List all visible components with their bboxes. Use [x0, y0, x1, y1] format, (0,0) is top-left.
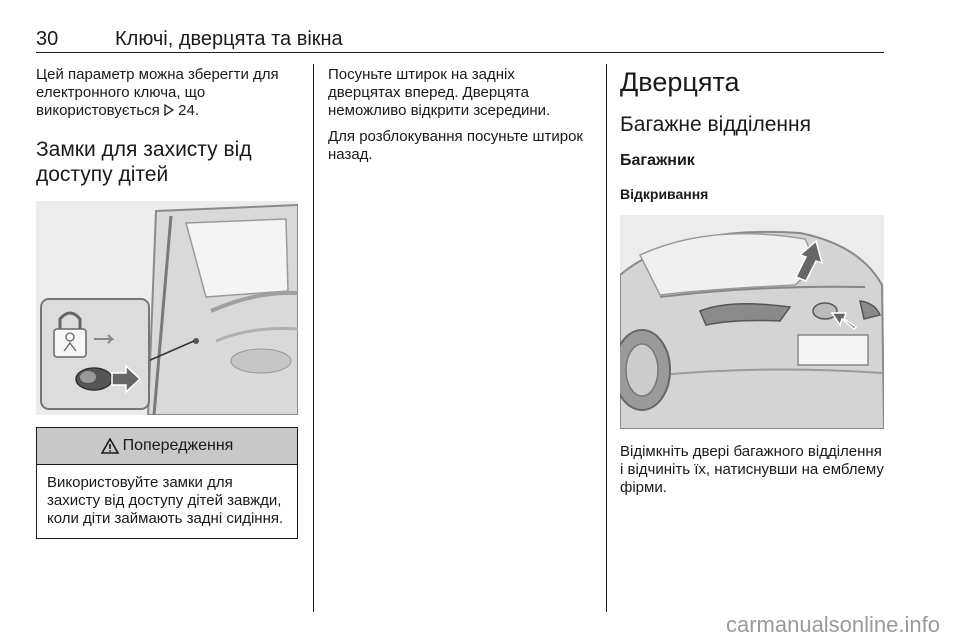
triangle-right-icon [164, 104, 174, 116]
column-divider [606, 64, 607, 612]
page-number: 30 [36, 28, 59, 50]
child-lock-illustration [36, 201, 298, 415]
paragraph: Посуньте штирок на задніх дверцятах вперед. Дверцята неможливо відкрити зсередини. [328, 66, 551, 119]
warning-box [36, 427, 298, 539]
page-header [36, 26, 884, 53]
column-1 [36, 66, 298, 539]
chapter-heading: Дверцята [620, 67, 740, 97]
subsection-heading: Багажник [620, 152, 695, 169]
paragraph: Відімкніть двері багажного відділення і відчиніть їх, натиснувши на емблему фірми. [620, 443, 884, 496]
column-3 [620, 66, 884, 497]
section-heading: Замки для захисту від доступу дітей [36, 138, 252, 186]
column-2 [328, 66, 590, 164]
warning-triangle-icon [101, 438, 119, 454]
warning-title: Попередження [122, 437, 234, 454]
intro-paragraph [36, 66, 298, 120]
page-title: Ключі, дверцята та вікна [115, 28, 343, 50]
page-reference: 24. [178, 102, 199, 119]
paragraph: Для розблокування посуньте штирок назад. [328, 128, 583, 163]
watermark: carmanualsonline.info [725, 612, 940, 637]
trunk-illustration [620, 215, 884, 429]
warning-header [37, 428, 297, 465]
minor-heading: Відкривання [620, 186, 709, 202]
section-heading: Багажне відділення [620, 113, 811, 136]
column-divider [313, 64, 314, 612]
intro-text: Цей параметр можна зберегти для електронного ключа, що використовується [36, 66, 279, 119]
warning-text: Використовуйте замки для захисту від доступу дітей завжди, коли діти займають задні сидіння. [47, 474, 284, 527]
